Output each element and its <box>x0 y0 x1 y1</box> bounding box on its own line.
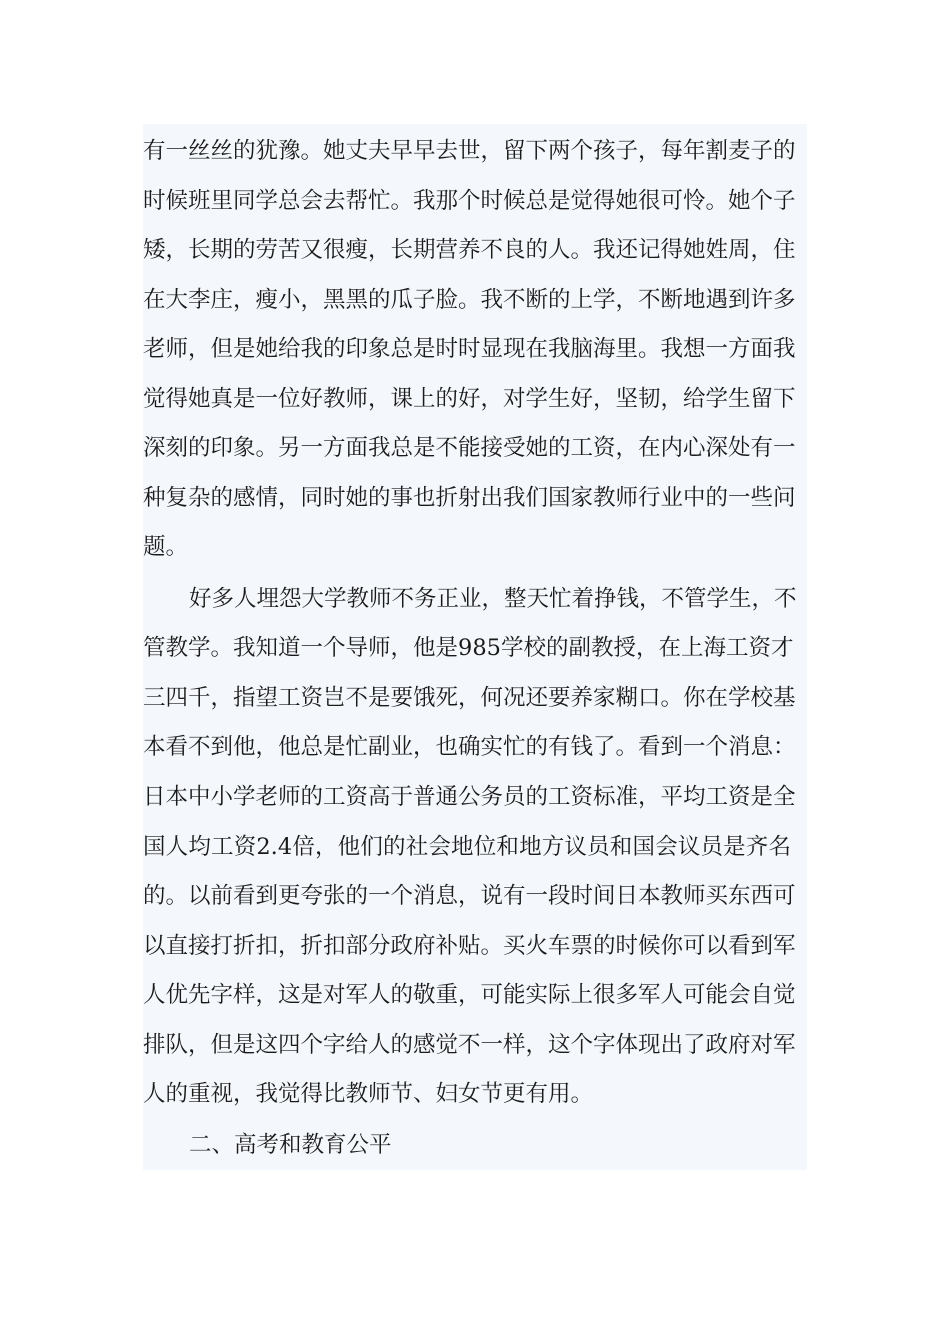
paragraph-1-line-7: 深刻的印象。另一方面我总是不能接受她的工资，在内心深处有一 <box>143 435 796 461</box>
paragraph-2-line-1: 好多人埋怨大学教师不务正业，整天忙着挣钱，不管学生，不 <box>189 586 797 612</box>
paragraph-2-line-10: 排队，但是这四个字给人的感觉不一样，这个字体现出了政府对军 <box>143 1032 796 1058</box>
paragraph-2-line-4: 本看不到他，他总是忙副业，也确实忙的有钱了。看到一个消息： <box>143 734 796 760</box>
paragraph-2-line-5: 日本中小学老师的工资高于普通公务员的工资标准，平均工资是全 <box>143 784 796 810</box>
paragraph-1-line-6: 觉得她真是一位好教师，课上的好，对学生好，坚韧，给学生留下 <box>143 386 796 412</box>
paragraph-1-line-2: 时候班里同学总会去帮忙。我那个时候总是觉得她很可怜。她个子 <box>143 188 796 214</box>
paragraph-1-line-1: 有一丝丝的犹豫。她丈夫早早去世，留下两个孩子，每年割麦子的 <box>143 138 796 164</box>
paragraph-1-line-5: 老师，但是她给我的印象总是时时显现在我脑海里。我想一方面我 <box>143 336 796 362</box>
paragraph-2-line-2: 管教学。我知道一个导师，他是985学校的副教授，在上海工资才 <box>143 635 794 661</box>
text-block <box>143 124 807 1170</box>
paragraph-2-line-6: 国人均工资2.4倍，他们的社会地位和地方议员和国会议员是齐名 <box>143 834 791 860</box>
section-heading: 二、高考和教育公平 <box>189 1132 392 1158</box>
paragraph-1-line-4: 在大李庄，瘦小，黑黑的瓜子脸。我不断的上学，不断地遇到许多 <box>143 287 796 313</box>
paragraph-1-line-8: 种复杂的感情，同时她的事也折射出我们国家教师行业中的一些问 <box>143 485 796 511</box>
paragraph-2-line-8: 以直接打折扣，折扣部分政府补贴。买火车票的时候你可以看到军 <box>143 933 796 959</box>
paragraph-1-line-3: 矮，长期的劳苦又很瘦，长期营养不良的人。我还记得她姓周，住 <box>143 237 796 263</box>
paragraph-1-line-9: 题。 <box>143 534 189 560</box>
paragraph-2-line-9: 人优先字样，这是对军人的敬重，可能实际上很多军人可能会自觉 <box>143 982 796 1008</box>
paragraph-2-line-11: 人的重视，我觉得比教师节、妇女节更有用。 <box>143 1081 594 1107</box>
paragraph-2-line-7: 的。以前看到更夸张的一个消息，说有一段时间日本教师买东西可 <box>143 883 796 909</box>
paragraph-2-line-3: 三四千，指望工资岂不是要饿死，何况还要养家糊口。你在学校基 <box>143 685 796 711</box>
